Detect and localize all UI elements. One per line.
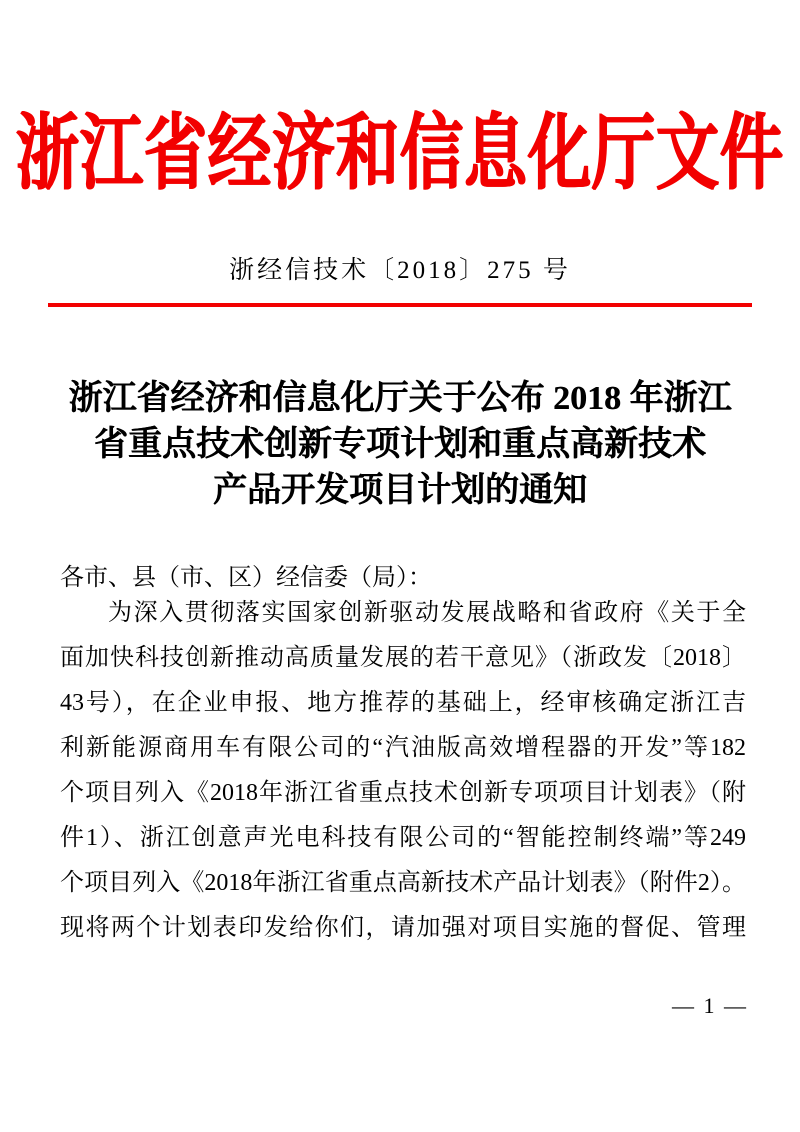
body-line: 为深入贯彻落实国家创新驱动发展战略和省政府《关于全 (108, 600, 746, 626)
body-line: 个项目列入《2018年浙江省重点高新技术产品计划表》（附件2）。 (60, 870, 746, 896)
body-line: 利新能源商用车有限公司的“汽油版高效增程器的开发”等182 (60, 735, 746, 761)
document-number: 浙经信技术〔2018〕275 号 (229, 257, 571, 284)
letterhead-agency-title: 浙江省经济和信息化厅文件 (16, 107, 784, 200)
body-line: 件1）、浙江创意声光电科技有限公司的“智能控制终端”等249 (60, 825, 746, 851)
body-line: 43号），在企业申报、地方推荐的基础上，经审核确定浙江吉 (60, 690, 746, 716)
notice-title-line-2: 省重点技术创新专项计划和重点高新技术 (94, 426, 706, 463)
page-number: — 1 — (672, 993, 748, 1018)
salutation-line: 各市、县（市、区）经信委（局）： (60, 565, 432, 591)
body-line: 现将两个计划表印发给你们，请加强对项目实施的督促、管理 (60, 915, 746, 941)
notice-title (40, 376, 760, 514)
body-line: 个项目列入《2018年浙江省重点技术创新专项项目计划表》（附 (60, 780, 746, 806)
body-paragraph (60, 591, 746, 951)
notice-title-line-1: 浙江省经济和信息化厅关于公布 2018 年浙江 (68, 380, 732, 417)
notice-title-line-3: 产品开发项目计划的通知 (213, 472, 587, 509)
body-line: 面加快科技创新推动高质量发展的若干意见》（浙政发〔2018〕 (60, 645, 746, 671)
letterhead-divider-line (48, 303, 752, 307)
